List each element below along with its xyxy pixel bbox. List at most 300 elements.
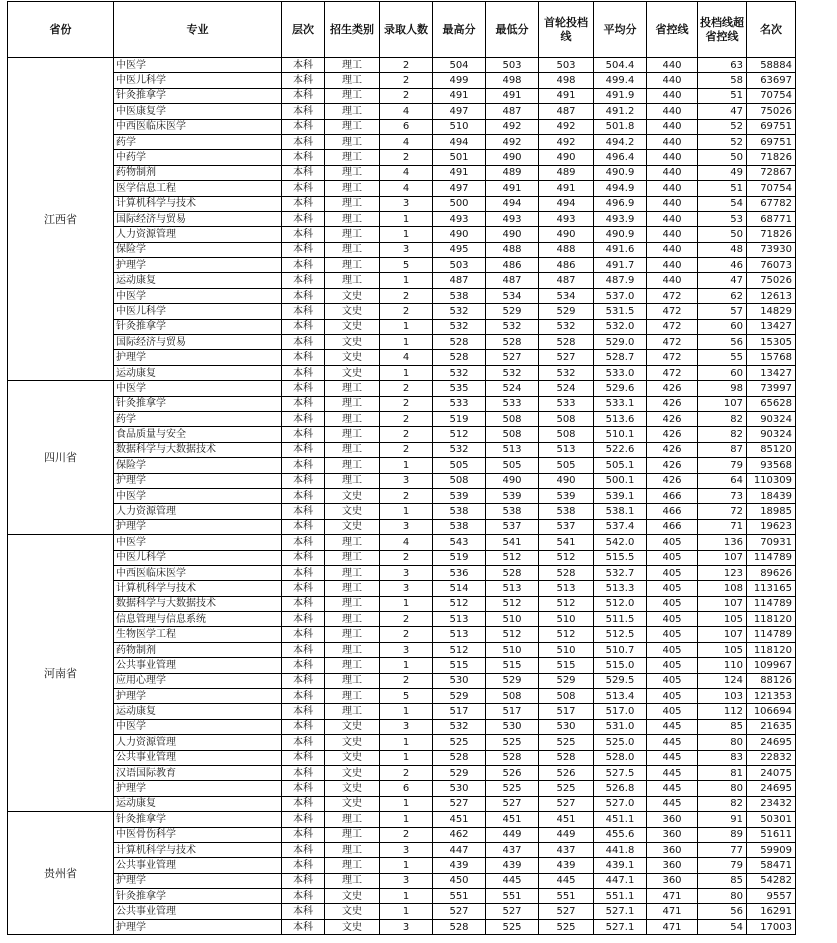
- category-cell: 理工: [325, 242, 380, 257]
- first-round-line-cell: 528: [539, 565, 594, 580]
- province-control-line-cell: 472: [647, 319, 698, 334]
- over-control-line-cell: 82: [698, 411, 747, 426]
- rank-cell: 88126: [747, 673, 796, 688]
- table-row: [8, 704, 796, 719]
- highest-score-cell: 527: [433, 796, 486, 811]
- category-cell: 理工: [325, 73, 380, 88]
- first-round-line-cell: 534: [539, 288, 594, 303]
- admitted-count-cell: 1: [380, 365, 433, 380]
- highest-score-cell: 519: [433, 411, 486, 426]
- admitted-count-cell: 1: [380, 227, 433, 242]
- major-cell: 护理学: [114, 689, 282, 704]
- first-round-line-cell: 541: [539, 535, 594, 550]
- admitted-count-cell: 1: [380, 335, 433, 350]
- rank-cell: 110309: [747, 473, 796, 488]
- category-cell: 理工: [325, 134, 380, 149]
- lowest-score-cell: 529: [486, 673, 539, 688]
- level-cell: 本科: [282, 396, 325, 411]
- category-cell: 文史: [325, 781, 380, 796]
- province-control-line-cell: 445: [647, 719, 698, 734]
- level-cell: 本科: [282, 335, 325, 350]
- over-control-line-cell: 124: [698, 673, 747, 688]
- highest-score-cell: 493: [433, 211, 486, 226]
- province-control-line-cell: 405: [647, 642, 698, 657]
- first-round-line-cell: 489: [539, 165, 594, 180]
- province-control-line-cell: 472: [647, 288, 698, 303]
- province-control-line-cell: 466: [647, 519, 698, 534]
- admitted-count-cell: 4: [380, 165, 433, 180]
- average-score-cell: 533.0: [594, 365, 647, 380]
- over-control-line-cell: 54: [698, 919, 747, 934]
- first-round-line-cell: 512: [539, 627, 594, 642]
- level-cell: 本科: [282, 919, 325, 934]
- highest-score-cell: 515: [433, 658, 486, 673]
- category-cell: 理工: [325, 458, 380, 473]
- major-cell: 护理学: [114, 873, 282, 888]
- rank-cell: 14829: [747, 304, 796, 319]
- over-control-line-cell: 48: [698, 242, 747, 257]
- first-round-line-cell: 510: [539, 642, 594, 657]
- major-cell: 护理学: [114, 473, 282, 488]
- province-control-line-cell: 472: [647, 365, 698, 380]
- highest-score-cell: 500: [433, 196, 486, 211]
- province-control-line-cell: 426: [647, 473, 698, 488]
- category-cell: 理工: [325, 827, 380, 842]
- over-control-line-cell: 47: [698, 273, 747, 288]
- level-cell: 本科: [282, 842, 325, 857]
- admitted-count-cell: 2: [380, 627, 433, 642]
- admitted-count-cell: 2: [380, 411, 433, 426]
- major-cell: 医学信息工程: [114, 181, 282, 196]
- average-score-cell: 532.7: [594, 565, 647, 580]
- average-score-cell: 532.0: [594, 319, 647, 334]
- lowest-score-cell: 538: [486, 504, 539, 519]
- level-cell: 本科: [282, 304, 325, 319]
- province-control-line-cell: 440: [647, 181, 698, 196]
- province-control-line-cell: 440: [647, 242, 698, 257]
- lowest-score-cell: 512: [486, 550, 539, 565]
- major-cell: 计算机科学与技术: [114, 842, 282, 857]
- highest-score-cell: 532: [433, 719, 486, 734]
- table-row: [8, 319, 796, 334]
- highest-score-cell: 462: [433, 827, 486, 842]
- lowest-score-cell: 517: [486, 704, 539, 719]
- rank-cell: 89626: [747, 565, 796, 580]
- admitted-count-cell: 1: [380, 504, 433, 519]
- highest-score-cell: 532: [433, 442, 486, 457]
- level-cell: 本科: [282, 519, 325, 534]
- first-round-line-cell: 527: [539, 904, 594, 919]
- first-round-line-cell: 508: [539, 427, 594, 442]
- admitted-count-cell: 1: [380, 211, 433, 226]
- over-control-line-cell: 71: [698, 519, 747, 534]
- major-cell: 信息管理与信息系统: [114, 612, 282, 627]
- category-cell: 理工: [325, 381, 380, 396]
- province-control-line-cell: 440: [647, 150, 698, 165]
- level-cell: 本科: [282, 458, 325, 473]
- category-cell: 文史: [325, 796, 380, 811]
- major-cell: 针灸推拿学: [114, 396, 282, 411]
- province-control-line-cell: 440: [647, 104, 698, 119]
- admitted-count-cell: 2: [380, 673, 433, 688]
- rank-cell: 113165: [747, 581, 796, 596]
- rank-cell: 75026: [747, 104, 796, 119]
- average-score-cell: 528.7: [594, 350, 647, 365]
- highest-score-cell: 495: [433, 242, 486, 257]
- category-cell: 理工: [325, 396, 380, 411]
- major-cell: 中药学: [114, 150, 282, 165]
- admitted-count-cell: 1: [380, 658, 433, 673]
- first-round-line-cell: 513: [539, 442, 594, 457]
- admitted-count-cell: 4: [380, 350, 433, 365]
- major-cell: 运动康复: [114, 273, 282, 288]
- province-control-line-cell: 405: [647, 535, 698, 550]
- lowest-score-cell: 513: [486, 581, 539, 596]
- highest-score-cell: 528: [433, 750, 486, 765]
- table-row: [8, 812, 796, 827]
- admitted-count-cell: 4: [380, 535, 433, 550]
- table-row: [8, 119, 796, 134]
- major-cell: 针灸推拿学: [114, 812, 282, 827]
- category-cell: 理工: [325, 673, 380, 688]
- over-control-line-cell: 105: [698, 642, 747, 657]
- category-cell: 理工: [325, 873, 380, 888]
- admitted-count-cell: 2: [380, 150, 433, 165]
- table-body: [8, 58, 796, 935]
- rank-cell: 85120: [747, 442, 796, 457]
- admitted-count-cell: 1: [380, 596, 433, 611]
- admitted-count-cell: 3: [380, 719, 433, 734]
- admitted-count-cell: 3: [380, 242, 433, 257]
- highest-score-cell: 513: [433, 627, 486, 642]
- average-score-cell: 527.1: [594, 904, 647, 919]
- province-control-line-cell: 440: [647, 211, 698, 226]
- average-score-cell: 533.1: [594, 396, 647, 411]
- province-control-line-cell: 426: [647, 442, 698, 457]
- category-cell: 理工: [325, 704, 380, 719]
- average-score-cell: 501.8: [594, 119, 647, 134]
- first-round-line-cell: 533: [539, 396, 594, 411]
- lowest-score-cell: 525: [486, 919, 539, 934]
- lowest-score-cell: 529: [486, 304, 539, 319]
- level-cell: 本科: [282, 319, 325, 334]
- highest-score-cell: 447: [433, 842, 486, 857]
- province-control-line-cell: 405: [647, 689, 698, 704]
- category-cell: 文史: [325, 765, 380, 780]
- category-cell: 文史: [325, 889, 380, 904]
- province-control-line-cell: 405: [647, 565, 698, 580]
- level-cell: 本科: [282, 827, 325, 842]
- first-round-line-cell: 538: [539, 504, 594, 519]
- admitted-count-cell: 4: [380, 181, 433, 196]
- province-control-line-cell: 472: [647, 350, 698, 365]
- average-score-cell: 455.6: [594, 827, 647, 842]
- average-score-cell: 517.0: [594, 704, 647, 719]
- over-control-line-cell: 80: [698, 781, 747, 796]
- over-control-line-cell: 80: [698, 889, 747, 904]
- major-cell: 针灸推拿学: [114, 88, 282, 103]
- highest-score-cell: 532: [433, 304, 486, 319]
- major-cell: 公共事业管理: [114, 904, 282, 919]
- category-cell: 文史: [325, 365, 380, 380]
- table-row: [8, 719, 796, 734]
- highest-score-cell: 505: [433, 458, 486, 473]
- highest-score-cell: 503: [433, 258, 486, 273]
- first-round-line-cell: 517: [539, 704, 594, 719]
- category-cell: 理工: [325, 550, 380, 565]
- over-control-line-cell: 107: [698, 550, 747, 565]
- average-score-cell: 527.1: [594, 919, 647, 934]
- table-row: [8, 565, 796, 580]
- highest-score-cell: 532: [433, 365, 486, 380]
- lowest-score-cell: 449: [486, 827, 539, 842]
- over-control-line-cell: 60: [698, 319, 747, 334]
- major-cell: 中西医临床医学: [114, 119, 282, 134]
- province-control-line-cell: 360: [647, 812, 698, 827]
- lowest-score-cell: 528: [486, 335, 539, 350]
- category-cell: 理工: [325, 150, 380, 165]
- highest-score-cell: 528: [433, 350, 486, 365]
- table-row: [8, 919, 796, 934]
- table-row: [8, 381, 796, 396]
- table-row: [8, 473, 796, 488]
- category-cell: 文史: [325, 719, 380, 734]
- over-control-line-cell: 91: [698, 812, 747, 827]
- over-control-line-cell: 52: [698, 119, 747, 134]
- province-control-line-cell: 440: [647, 73, 698, 88]
- major-cell: 针灸推拿学: [114, 319, 282, 334]
- average-score-cell: 513.4: [594, 689, 647, 704]
- table-row: [8, 889, 796, 904]
- table-row: [8, 765, 796, 780]
- table-row: [8, 735, 796, 750]
- province-control-line-cell: 472: [647, 335, 698, 350]
- lowest-score-cell: 503: [486, 58, 539, 73]
- province-control-line-cell: 405: [647, 673, 698, 688]
- average-score-cell: 537.4: [594, 519, 647, 534]
- first-round-line-cell: 508: [539, 411, 594, 426]
- header-lowest-score: 最低分: [486, 2, 539, 58]
- table-row: [8, 58, 796, 73]
- level-cell: 本科: [282, 258, 325, 273]
- major-cell: 针灸推拿学: [114, 889, 282, 904]
- over-control-line-cell: 81: [698, 765, 747, 780]
- lowest-score-cell: 491: [486, 88, 539, 103]
- level-cell: 本科: [282, 596, 325, 611]
- rank-cell: 24695: [747, 781, 796, 796]
- rank-cell: 90324: [747, 411, 796, 426]
- average-score-cell: 511.5: [594, 612, 647, 627]
- table-row: [8, 273, 796, 288]
- average-score-cell: 499.4: [594, 73, 647, 88]
- category-cell: 文史: [325, 735, 380, 750]
- level-cell: 本科: [282, 181, 325, 196]
- average-score-cell: 500.1: [594, 473, 647, 488]
- lowest-score-cell: 512: [486, 627, 539, 642]
- admitted-count-cell: 1: [380, 904, 433, 919]
- table-row: [8, 858, 796, 873]
- table-row: [8, 211, 796, 226]
- lowest-score-cell: 492: [486, 134, 539, 149]
- average-score-cell: 515.5: [594, 550, 647, 565]
- over-control-line-cell: 79: [698, 858, 747, 873]
- average-score-cell: 512.0: [594, 596, 647, 611]
- lowest-score-cell: 525: [486, 781, 539, 796]
- admitted-count-cell: 1: [380, 458, 433, 473]
- average-score-cell: 490.9: [594, 227, 647, 242]
- highest-score-cell: 490: [433, 227, 486, 242]
- province-control-line-cell: 405: [647, 704, 698, 719]
- rank-cell: 12613: [747, 288, 796, 303]
- province-control-line-cell: 440: [647, 88, 698, 103]
- province-control-line-cell: 466: [647, 488, 698, 503]
- province-control-line-cell: 445: [647, 765, 698, 780]
- category-cell: 理工: [325, 165, 380, 180]
- first-round-line-cell: 498: [539, 73, 594, 88]
- highest-score-cell: 512: [433, 427, 486, 442]
- lowest-score-cell: 534: [486, 288, 539, 303]
- header-province: 省份: [8, 2, 114, 58]
- category-cell: 理工: [325, 565, 380, 580]
- lowest-score-cell: 492: [486, 119, 539, 134]
- category-cell: 理工: [325, 627, 380, 642]
- highest-score-cell: 530: [433, 781, 486, 796]
- lowest-score-cell: 541: [486, 535, 539, 550]
- lowest-score-cell: 527: [486, 796, 539, 811]
- first-round-line-cell: 527: [539, 796, 594, 811]
- average-score-cell: 529.5: [594, 673, 647, 688]
- rank-cell: 70931: [747, 535, 796, 550]
- table-row: [8, 304, 796, 319]
- level-cell: 本科: [282, 104, 325, 119]
- rank-cell: 13427: [747, 365, 796, 380]
- table-row: [8, 596, 796, 611]
- level-cell: 本科: [282, 196, 325, 211]
- major-cell: 公共事业管理: [114, 658, 282, 673]
- major-cell: 中医学: [114, 288, 282, 303]
- admitted-count-cell: 3: [380, 581, 433, 596]
- header-level: 层次: [282, 2, 325, 58]
- table-row: [8, 458, 796, 473]
- admitted-count-cell: 1: [380, 750, 433, 765]
- first-round-line-cell: 449: [539, 827, 594, 842]
- first-round-line-cell: 510: [539, 612, 594, 627]
- major-cell: 中西医临床医学: [114, 565, 282, 580]
- table-row: [8, 781, 796, 796]
- header-admitted-count: 录取人数: [380, 2, 433, 58]
- rank-cell: 54282: [747, 873, 796, 888]
- highest-score-cell: 439: [433, 858, 486, 873]
- rank-cell: 59909: [747, 842, 796, 857]
- over-control-line-cell: 107: [698, 627, 747, 642]
- first-round-line-cell: 524: [539, 381, 594, 396]
- first-round-line-cell: 487: [539, 104, 594, 119]
- major-cell: 中医学: [114, 58, 282, 73]
- table-row: [8, 581, 796, 596]
- first-round-line-cell: 494: [539, 196, 594, 211]
- average-score-cell: 441.8: [594, 842, 647, 857]
- highest-score-cell: 529: [433, 765, 486, 780]
- province-control-line-cell: 440: [647, 134, 698, 149]
- first-round-line-cell: 512: [539, 596, 594, 611]
- over-control-line-cell: 107: [698, 396, 747, 411]
- category-cell: 文史: [325, 919, 380, 934]
- province-control-line-cell: 405: [647, 658, 698, 673]
- first-round-line-cell: 490: [539, 473, 594, 488]
- first-round-line-cell: 537: [539, 519, 594, 534]
- table-row: [8, 396, 796, 411]
- first-round-line-cell: 445: [539, 873, 594, 888]
- province-control-line-cell: 445: [647, 796, 698, 811]
- province-cell: 四川省: [8, 381, 114, 535]
- lowest-score-cell: 489: [486, 165, 539, 180]
- rank-cell: 51611: [747, 827, 796, 842]
- rank-cell: 73930: [747, 242, 796, 257]
- province-control-line-cell: 466: [647, 504, 698, 519]
- province-control-line-cell: 440: [647, 196, 698, 211]
- admitted-count-cell: 1: [380, 812, 433, 827]
- table-row: [8, 796, 796, 811]
- major-cell: 汉语国际教育: [114, 765, 282, 780]
- over-control-line-cell: 89: [698, 827, 747, 842]
- first-round-line-cell: 526: [539, 765, 594, 780]
- average-score-cell: 504.4: [594, 58, 647, 73]
- major-cell: 生物医学工程: [114, 627, 282, 642]
- average-score-cell: 510.1: [594, 427, 647, 442]
- province-control-line-cell: 440: [647, 58, 698, 73]
- first-round-line-cell: 437: [539, 842, 594, 857]
- first-round-line-cell: 487: [539, 273, 594, 288]
- major-cell: 保险学: [114, 458, 282, 473]
- admitted-count-cell: 3: [380, 842, 433, 857]
- first-round-line-cell: 525: [539, 781, 594, 796]
- province-control-line-cell: 360: [647, 873, 698, 888]
- level-cell: 本科: [282, 88, 325, 103]
- level-cell: 本科: [282, 781, 325, 796]
- admitted-count-cell: 5: [380, 689, 433, 704]
- over-control-line-cell: 46: [698, 258, 747, 273]
- admitted-count-cell: 1: [380, 796, 433, 811]
- lowest-score-cell: 533: [486, 396, 539, 411]
- highest-score-cell: 538: [433, 504, 486, 519]
- rank-cell: 21635: [747, 719, 796, 734]
- category-cell: 理工: [325, 473, 380, 488]
- admitted-count-cell: 4: [380, 104, 433, 119]
- level-cell: 本科: [282, 627, 325, 642]
- over-control-line-cell: 85: [698, 873, 747, 888]
- level-cell: 本科: [282, 858, 325, 873]
- over-control-line-cell: 103: [698, 689, 747, 704]
- province-control-line-cell: 471: [647, 889, 698, 904]
- category-cell: 理工: [325, 658, 380, 673]
- category-cell: 理工: [325, 58, 380, 73]
- category-cell: 文史: [325, 319, 380, 334]
- lowest-score-cell: 524: [486, 381, 539, 396]
- highest-score-cell: 539: [433, 488, 486, 503]
- highest-score-cell: 514: [433, 581, 486, 596]
- table-row: [8, 535, 796, 550]
- level-cell: 本科: [282, 488, 325, 503]
- category-cell: 理工: [325, 596, 380, 611]
- lowest-score-cell: 445: [486, 873, 539, 888]
- table-row: [8, 750, 796, 765]
- level-cell: 本科: [282, 719, 325, 734]
- rank-cell: 16291: [747, 904, 796, 919]
- average-score-cell: 447.1: [594, 873, 647, 888]
- over-control-line-cell: 51: [698, 88, 747, 103]
- category-cell: 理工: [325, 227, 380, 242]
- rank-cell: 18985: [747, 504, 796, 519]
